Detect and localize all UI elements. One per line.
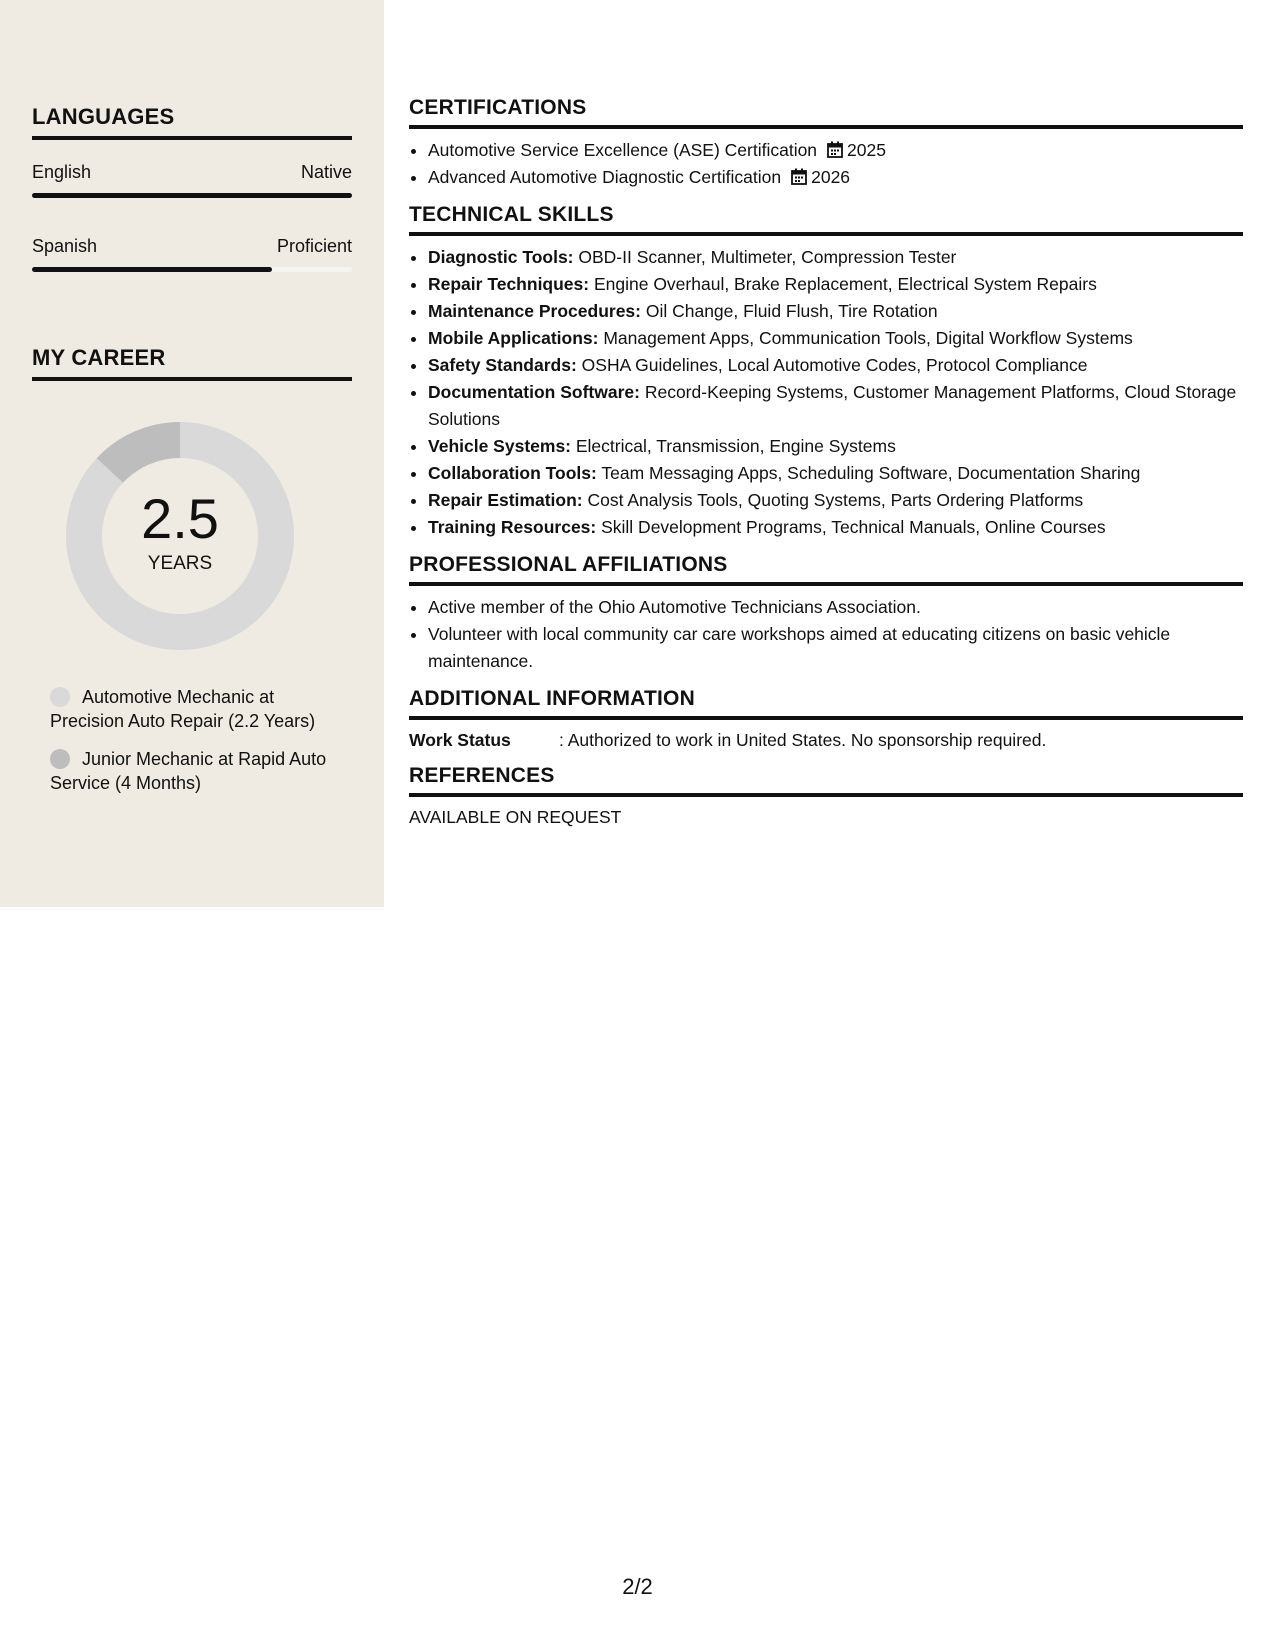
legend-dot xyxy=(50,749,70,769)
skill-text: Electrical, Transmission, Engine Systems xyxy=(571,436,896,456)
career-total-unit: YEARS xyxy=(147,553,213,574)
skill-text: Management Apps, Communication Tools, Digital Workflow Systems xyxy=(598,328,1133,348)
calendar-icon xyxy=(791,168,807,185)
page-number: 2/2 xyxy=(622,1574,653,1599)
languages-section xyxy=(32,104,352,272)
skill-label: Repair Estimation: xyxy=(428,490,583,510)
skill-text: Oil Change, Fluid Flush, Tire Rotation xyxy=(640,301,938,321)
skill-item xyxy=(428,514,1243,541)
certification-name: Automotive Service Excellence (ASE) Certification xyxy=(428,140,818,160)
certification-item xyxy=(428,164,1243,191)
references-text: AVAILABLE ON REQUEST xyxy=(409,807,622,827)
language-proficiency-bar xyxy=(32,193,352,198)
language-proficiency-bar xyxy=(32,267,352,272)
skill-item xyxy=(428,379,1243,433)
career-total-value: 2.5 xyxy=(141,487,219,550)
work-status-label: Work Status xyxy=(409,730,511,750)
sidebar xyxy=(0,0,384,907)
technical-skills-heading: TECHNICAL SKILLS xyxy=(409,203,1243,236)
skill-item xyxy=(428,352,1243,379)
skill-item xyxy=(428,244,1243,271)
certification-year: 2025 xyxy=(847,140,886,160)
skill-label: Vehicle Systems: xyxy=(428,436,571,456)
language-level: Proficient xyxy=(276,236,352,256)
skill-label: Repair Techniques: xyxy=(428,274,590,294)
donut-center xyxy=(66,422,294,650)
skills-list xyxy=(409,244,1243,541)
skill-label: Maintenance Procedures: xyxy=(428,301,641,321)
career-legend-label: Automotive Mechanic at Precision Auto Repair (2.2 Years) xyxy=(50,687,316,731)
language-name: English xyxy=(32,162,92,182)
certifications-heading: CERTIFICATIONS xyxy=(409,96,1243,129)
skill-label: Mobile Applications: xyxy=(428,328,599,348)
certification-name: Advanced Automotive Diagnostic Certification xyxy=(428,167,782,187)
skill-label: Training Resources: xyxy=(428,517,597,537)
skill-text: Team Messaging Apps, Scheduling Software, Documentation Sharing xyxy=(596,463,1141,483)
skill-item xyxy=(428,271,1243,298)
skill-text: OBD-II Scanner, Multimeter, Compression Tester xyxy=(573,247,957,267)
career-heading: MY CAREER xyxy=(32,345,352,381)
certification-item xyxy=(428,137,1243,164)
affiliations-section xyxy=(409,553,1243,675)
career-legend-item xyxy=(50,685,350,733)
language-level: Native xyxy=(300,162,352,182)
main-content xyxy=(409,96,1243,840)
career-legend-label: Junior Mechanic at Rapid Auto Service (4 Months) xyxy=(50,749,327,793)
career-section xyxy=(32,345,352,381)
certifications-list xyxy=(409,137,1243,191)
skill-item xyxy=(428,433,1243,460)
career-legend-item xyxy=(50,747,350,795)
references-section xyxy=(409,764,1243,828)
affiliation-item: • Volunteer with local community car care workshops aimed at educating citizens on basic vehicle maintenance. xyxy=(428,621,1243,675)
references-heading: REFERENCES xyxy=(409,764,1243,797)
language-proficiency-fill xyxy=(32,193,352,198)
language-item xyxy=(32,162,352,198)
skill-text: Cost Analysis Tools, Quoting Systems, Parts Ordering Platforms xyxy=(582,490,1084,510)
career-donut-chart xyxy=(66,422,294,650)
skill-item xyxy=(428,460,1243,487)
languages-heading: LANGUAGES xyxy=(32,104,352,140)
skill-item xyxy=(428,325,1243,352)
affiliations-heading: PROFESSIONAL AFFILIATIONS xyxy=(409,553,1243,586)
language-name: Spanish xyxy=(32,236,98,256)
language-item xyxy=(32,236,352,272)
skill-label: Safety Standards: xyxy=(428,355,577,375)
certifications-section xyxy=(409,96,1243,191)
affiliation-item: • Active member of the Ohio Automotive Technicians Association. xyxy=(428,594,1243,621)
skill-text: Record-Keeping Systems, Customer Management Platforms, Cloud Storage Solutions xyxy=(428,382,1237,429)
skill-text: OSHA Guidelines, Local Automotive Codes, Protocol Compliance xyxy=(576,355,1088,375)
calendar-icon xyxy=(827,141,843,158)
skill-label: Diagnostic Tools: xyxy=(428,247,574,267)
career-legend xyxy=(50,685,350,809)
additional-info-section xyxy=(409,687,1243,752)
language-proficiency-fill xyxy=(32,267,272,272)
work-status-value: : Authorized to work in United States. No sponsorship required. xyxy=(559,730,1047,750)
skill-label: Documentation Software: xyxy=(428,382,640,402)
skill-label: Collaboration Tools: xyxy=(428,463,597,483)
skill-text: Engine Overhaul, Brake Replacement, Electrical System Repairs xyxy=(589,274,1097,294)
work-status-row xyxy=(409,728,1243,752)
affiliations-list xyxy=(409,594,1243,675)
technical-skills-section xyxy=(409,203,1243,541)
skill-item xyxy=(428,298,1243,325)
additional-info-heading: ADDITIONAL INFORMATION xyxy=(409,687,1243,720)
skill-text: Skill Development Programs, Technical Manuals, Online Courses xyxy=(596,517,1106,537)
legend-dot xyxy=(50,687,70,707)
certification-year: 2026 xyxy=(811,167,851,187)
skill-item xyxy=(428,487,1243,514)
